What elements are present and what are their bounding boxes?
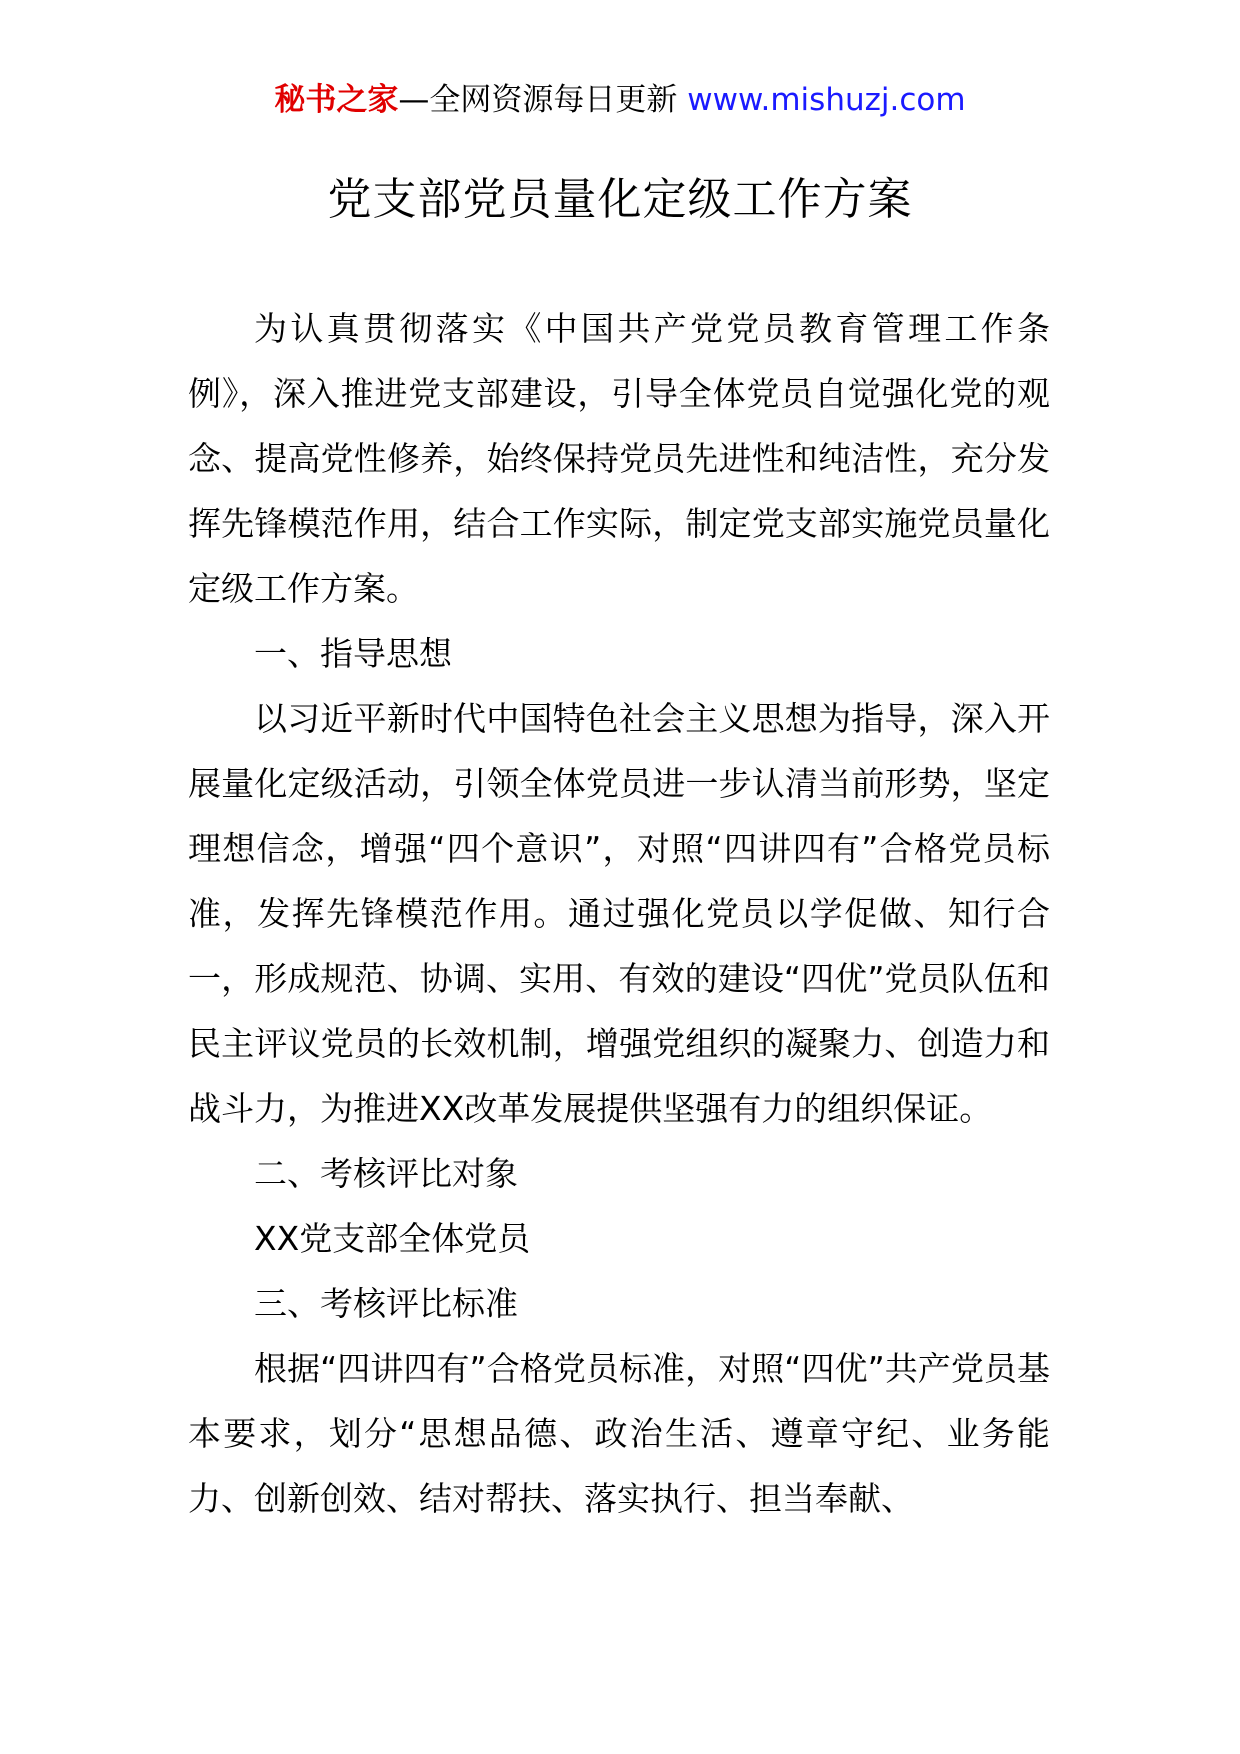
site-header <box>0 78 1240 122</box>
document-title: 党支部党员量化定级工作方案 <box>327 174 913 225</box>
section-heading-guiding-ideology: 一、指导思想 <box>254 634 452 673</box>
evaluation-targets-paragraph: XX党支部全体党员 <box>254 1219 531 1258</box>
section-heading-evaluation-standards: 三、考核评比标准 <box>254 1284 518 1323</box>
intro-paragraph: 为认真贯彻落实《中国共产党党员教育管理工作条例》，深入推进党支部建设，引导全体党员自觉强化党的观念、提高党性修养，始终保持党员先进性和纯洁性，充分发挥先锋模范作用，结合工作实际，制定党支部实施党员量化定级工作方案。 <box>188 309 1050 608</box>
site-slogan: —全网资源每日更新 <box>398 82 688 118</box>
document-body <box>188 296 1050 1531</box>
section-heading-evaluation-targets: 二、考核评比对象 <box>254 1154 518 1193</box>
site-url-link[interactable]: www.mishuzj.com <box>687 82 966 118</box>
site-brand: 秘书之家 <box>274 82 399 118</box>
guiding-ideology-paragraph: 以习近平新时代中国特色社会主义思想为指导，深入开展量化定级活动，引领全体党员进一步认清当前形势，坚定理想信念，增强“四个意识”，对照“四讲四有”合格党员标准，发挥先锋模范作用。通过强化党员以学促做、知行合一，形成规范、协调、实用、有效的建设“四优”党员队伍和民主评议党员的长效机制，增强党组织的凝聚力、创造力和战斗力，为推进XX改革发展提供坚强有力的组织保证。 <box>188 699 1050 1128</box>
evaluation-standards-paragraph: 根据“四讲四有”合格党员标准，对照“四优”共产党员基本要求，划分“思想品德、政治生活、遵章守纪、业务能力、创新创效、结对帮扶、落实执行、担当奉献、 <box>188 1349 1050 1518</box>
